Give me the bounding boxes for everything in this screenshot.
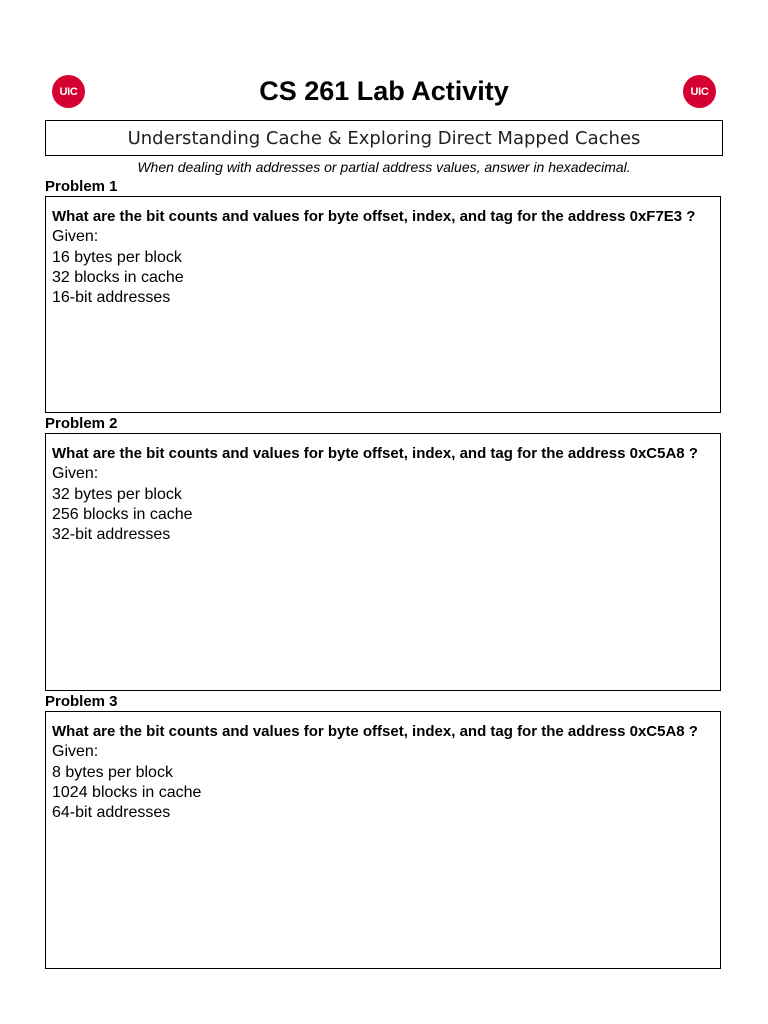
problem-3-given-item: 8 bytes per block [52, 763, 173, 781]
problem-1-question: What are the bit counts and values for byte offset, index, and tag for the address 0xF7E3 ? [52, 208, 696, 225]
problem-2-question: What are the bit counts and values for byte offset, index, and tag for the address 0xC5A8 ? [52, 445, 698, 462]
instructions: When dealing with addresses or partial address values, answer in hexadecimal. [137, 159, 631, 175]
problem-1-box[interactable] [45, 196, 721, 413]
problem-3-label: Problem 3 [45, 693, 118, 710]
problem-3-box[interactable] [45, 711, 721, 969]
problem-3-given-label: Given: [52, 743, 99, 761]
problem-1-label: Problem 1 [45, 178, 118, 195]
problem-2-given-item: 32 bytes per block [52, 485, 182, 503]
problem-3-given-item: 64-bit addresses [52, 804, 171, 822]
subtitle-box [45, 120, 723, 156]
problem-2-label: Problem 2 [45, 415, 118, 432]
problem-2-given-item: 32-bit addresses [52, 526, 171, 544]
problem-1-given-item: 16-bit addresses [52, 289, 171, 307]
problem-2-given-item: 256 blocks in cache [52, 505, 193, 523]
uic-logo-right: UIC [683, 75, 716, 108]
uic-logo-left: UIC [52, 75, 85, 108]
problem-2-box[interactable] [45, 433, 721, 691]
problem-3-given-item: 1024 blocks in cache [52, 783, 202, 801]
problem-1-given-label: Given: [52, 228, 99, 246]
problem-3-question: What are the bit counts and values for byte offset, index, and tag for the address 0xC5A8 ? [52, 723, 698, 740]
problem-2-given-label: Given: [52, 465, 99, 483]
problem-1-given-item: 16 bytes per block [52, 248, 182, 266]
problem-1-given-item: 32 blocks in cache [52, 268, 184, 286]
page-title: CS 261 Lab Activity [259, 76, 509, 106]
page-subtitle: Understanding Cache & Exploring Direct Mapped Caches [127, 127, 641, 149]
